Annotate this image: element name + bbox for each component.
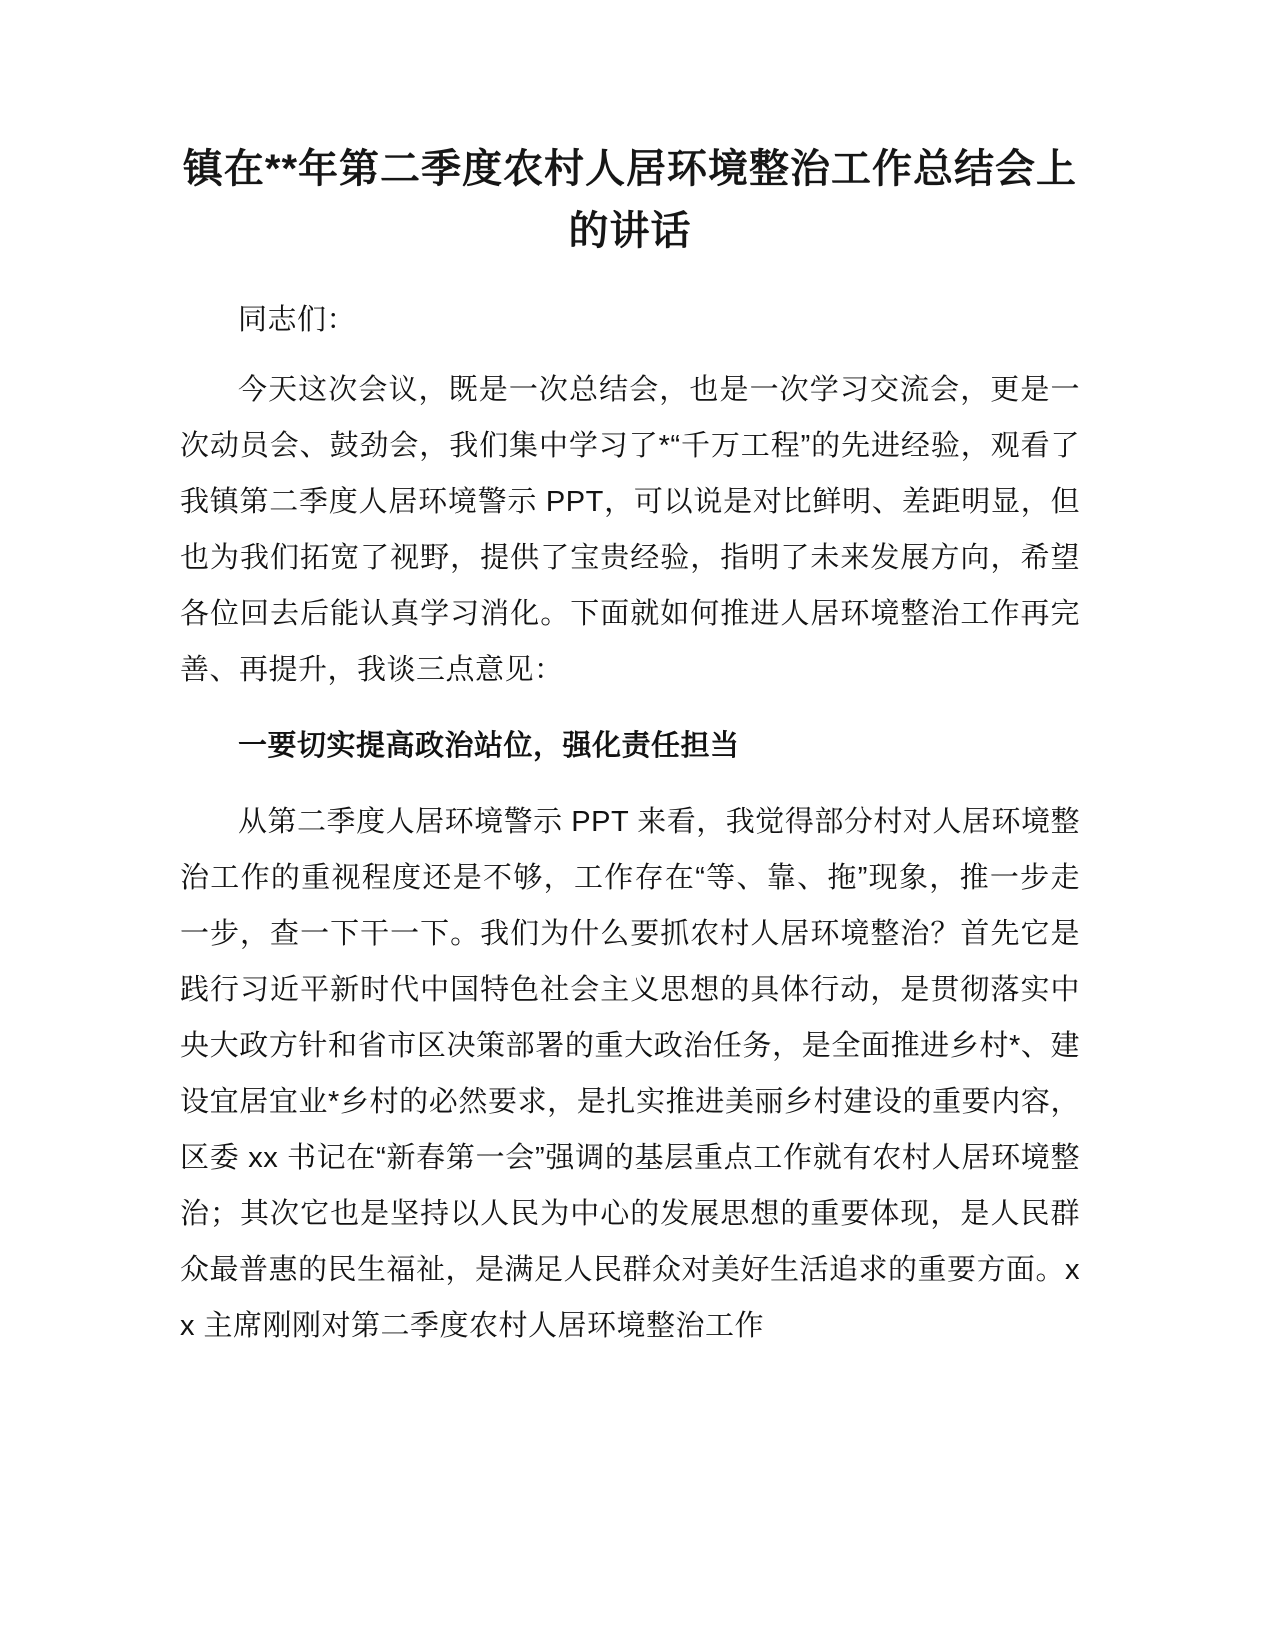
paragraph-section-1-body: 从第二季度人居环境警示 PPT 来看，我觉得部分村对人居环境整治工作的重视程度还是不够，工作存在“等、靠、拖”现象，推一步走一步，查一下干一下。我们为什么要抓农村人居环境整治？首先它是践行习近平新时代中国特色社会主义思想的具体行动，是贯彻落实中央大政方针和省市区决策部署的重大政治任务，是全面推进乡村*、建设宜居宜业*乡村的必然要求，是扎实推进美丽乡村建设的重要内容，区委 xx 书记在“新春第一会”强调的基层重点工作就有农村人居环境整治；其次它也是坚持以人民为中心的发展思想的重要体现，是人民群众最普惠的民生福祉，是满足人民群众对美好生活追求的重要方面。xx 主席刚刚对第二季度农村人居环境整治工作 xyxy=(180,806,1081,1342)
document-body xyxy=(180,292,1080,1354)
paragraph-salutation: 同志们： xyxy=(238,304,357,336)
document-title: 镇在**年第二季度农村人居环境整治工作总结会上的讲话 xyxy=(182,147,1078,253)
paragraph-intro: 今天这次会议，既是一次总结会，也是一次学习交流会，更是一次动员会、鼓劲会，我们集中学习了*“千万工程”的先进经验，观看了我镇第二季度人居环境警示 PPT，可以说是对比鲜明、差距明显，但也为我们拓宽了视野，提供了宝贵经验，指明了未来发展方向，希望各位回去后能认真学习消化。下面就如何推进人居环境整治工作再完善、再提升，我谈三点意见： xyxy=(180,374,1080,686)
paragraph-section-heading-1: 一要切实提高政治站位，强化责任担当 xyxy=(238,730,740,762)
